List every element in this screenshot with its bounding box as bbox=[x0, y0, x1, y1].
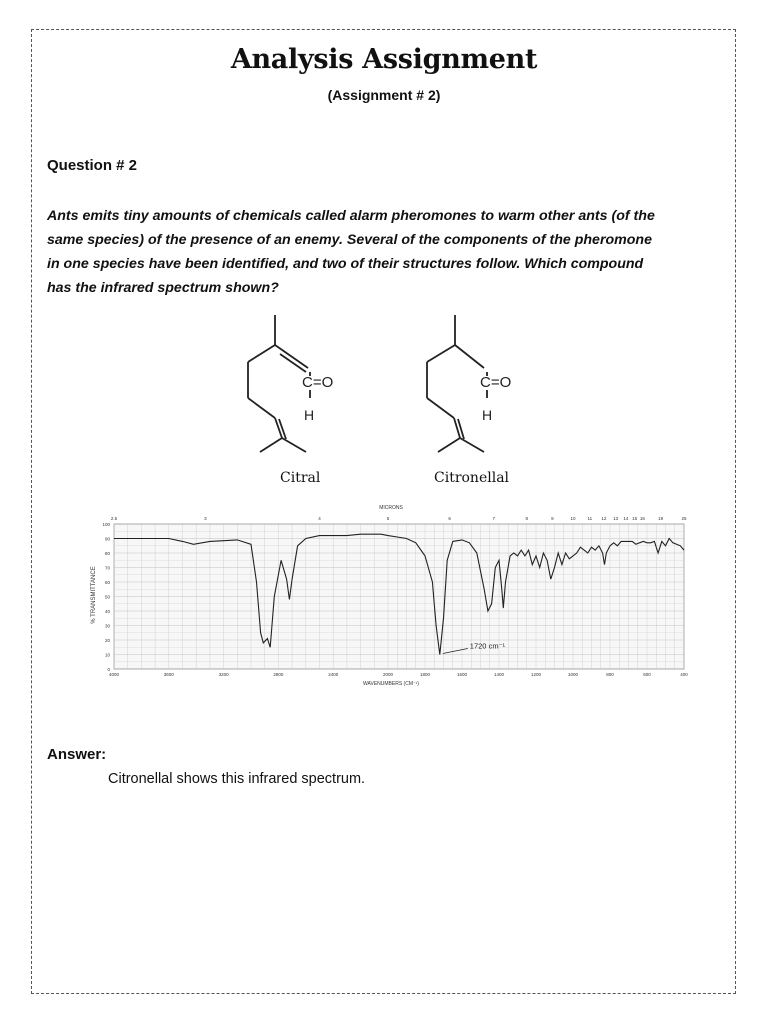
top-tick-label: 15 bbox=[632, 516, 638, 521]
ir-spectrum-chart bbox=[88, 500, 698, 705]
citronellal-structure bbox=[427, 315, 487, 452]
y-axis-label: % TRANSMITTANCE bbox=[91, 566, 97, 624]
y-tick-label: 0 bbox=[107, 667, 110, 672]
top-tick-label: 9 bbox=[551, 516, 554, 521]
x-tick-label: 600 bbox=[643, 672, 651, 677]
question-line: in one species have been identified, and two of their structures follow. Which compound bbox=[47, 256, 644, 272]
citronellal-hydrogen: H bbox=[482, 407, 493, 423]
citronellal-carbonyl: C=O bbox=[480, 374, 512, 391]
top-tick-label: 4 bbox=[318, 516, 321, 521]
top-tick-label: 6 bbox=[448, 516, 451, 521]
top-tick-label: 10 bbox=[570, 516, 576, 521]
top-tick-label: 7 bbox=[492, 516, 495, 521]
question-heading: Question # 2 bbox=[47, 157, 138, 174]
y-tick-label: 60 bbox=[104, 580, 110, 585]
y-ticks bbox=[102, 522, 110, 672]
y-tick-label: 100 bbox=[102, 522, 110, 527]
top-tick-label: 13 bbox=[613, 516, 619, 521]
x-tick-label: 2000 bbox=[382, 672, 394, 677]
x-tick-label: 3600 bbox=[163, 672, 174, 677]
x-tick-label: 1200 bbox=[530, 672, 542, 677]
x-tick-label: 1600 bbox=[456, 672, 468, 677]
top-tick-label: 16 bbox=[639, 516, 645, 521]
top-tick-label: 8 bbox=[525, 516, 529, 521]
x-tick-label: 3200 bbox=[218, 672, 229, 677]
top-tick-label: 2.5 bbox=[110, 516, 118, 521]
top-tick-label: 3 bbox=[204, 516, 207, 521]
x-tick-label: 1000 bbox=[567, 672, 579, 677]
chemical-structures bbox=[230, 310, 560, 460]
page-subtitle: (Assignment # 2) bbox=[327, 87, 441, 103]
y-tick-label: 10 bbox=[104, 652, 110, 658]
answer-heading: Answer: bbox=[47, 746, 107, 763]
y-tick-label: 30 bbox=[104, 623, 110, 629]
x-tick-label: 2400 bbox=[328, 672, 339, 677]
y-tick-label: 80 bbox=[104, 551, 110, 556]
citronellal-label: Citronellal bbox=[434, 470, 510, 486]
citral-structure bbox=[248, 315, 310, 452]
citral-carbonyl: C=O bbox=[302, 374, 334, 391]
top-ticks bbox=[111, 516, 687, 521]
x-tick-label: 400 bbox=[680, 672, 688, 677]
x-tick-label: 800 bbox=[606, 672, 614, 677]
top-axis-label: MICRONS bbox=[379, 505, 403, 511]
page-title: Analysis Assignment bbox=[230, 44, 538, 75]
question-line: Ants emits tiny amounts of chemicals called alarm pheromones to warm other ants (of the bbox=[47, 208, 655, 224]
top-tick-label: 25 bbox=[681, 516, 687, 521]
y-tick-label: 70 bbox=[104, 565, 110, 571]
x-tick-label: 2800 bbox=[273, 672, 284, 677]
x-tick-label: 1800 bbox=[419, 672, 431, 677]
y-tick-label: 40 bbox=[104, 609, 110, 614]
annotation-label: 1720 cm⁻¹ bbox=[469, 641, 506, 651]
x-axis-label: WAVENUMBERS (CM⁻¹) bbox=[363, 681, 419, 687]
y-tick-label: 20 bbox=[104, 638, 110, 643]
question-line: has the infrared spectrum shown? bbox=[47, 280, 279, 296]
x-ticks bbox=[109, 672, 688, 677]
question-line: same species) of the presence of an enemy. Several of the components of the pheromone bbox=[47, 232, 652, 248]
top-tick-label: 19 bbox=[658, 516, 664, 521]
y-tick-label: 50 bbox=[104, 594, 110, 600]
citral-hydrogen: H bbox=[304, 407, 315, 423]
citral-label: Citral bbox=[280, 470, 321, 486]
x-tick-label: 1400 bbox=[493, 672, 505, 677]
top-tick-label: 11 bbox=[587, 516, 593, 521]
question-text bbox=[47, 204, 722, 300]
top-tick-label: 14 bbox=[623, 516, 629, 521]
top-tick-label: 12 bbox=[601, 516, 607, 521]
y-tick-label: 90 bbox=[104, 536, 110, 542]
answer-text: Citronellal shows this infrared spectrum. bbox=[108, 771, 366, 787]
x-tick-label: 4000 bbox=[108, 672, 120, 677]
top-tick-label: 5 bbox=[386, 516, 390, 521]
